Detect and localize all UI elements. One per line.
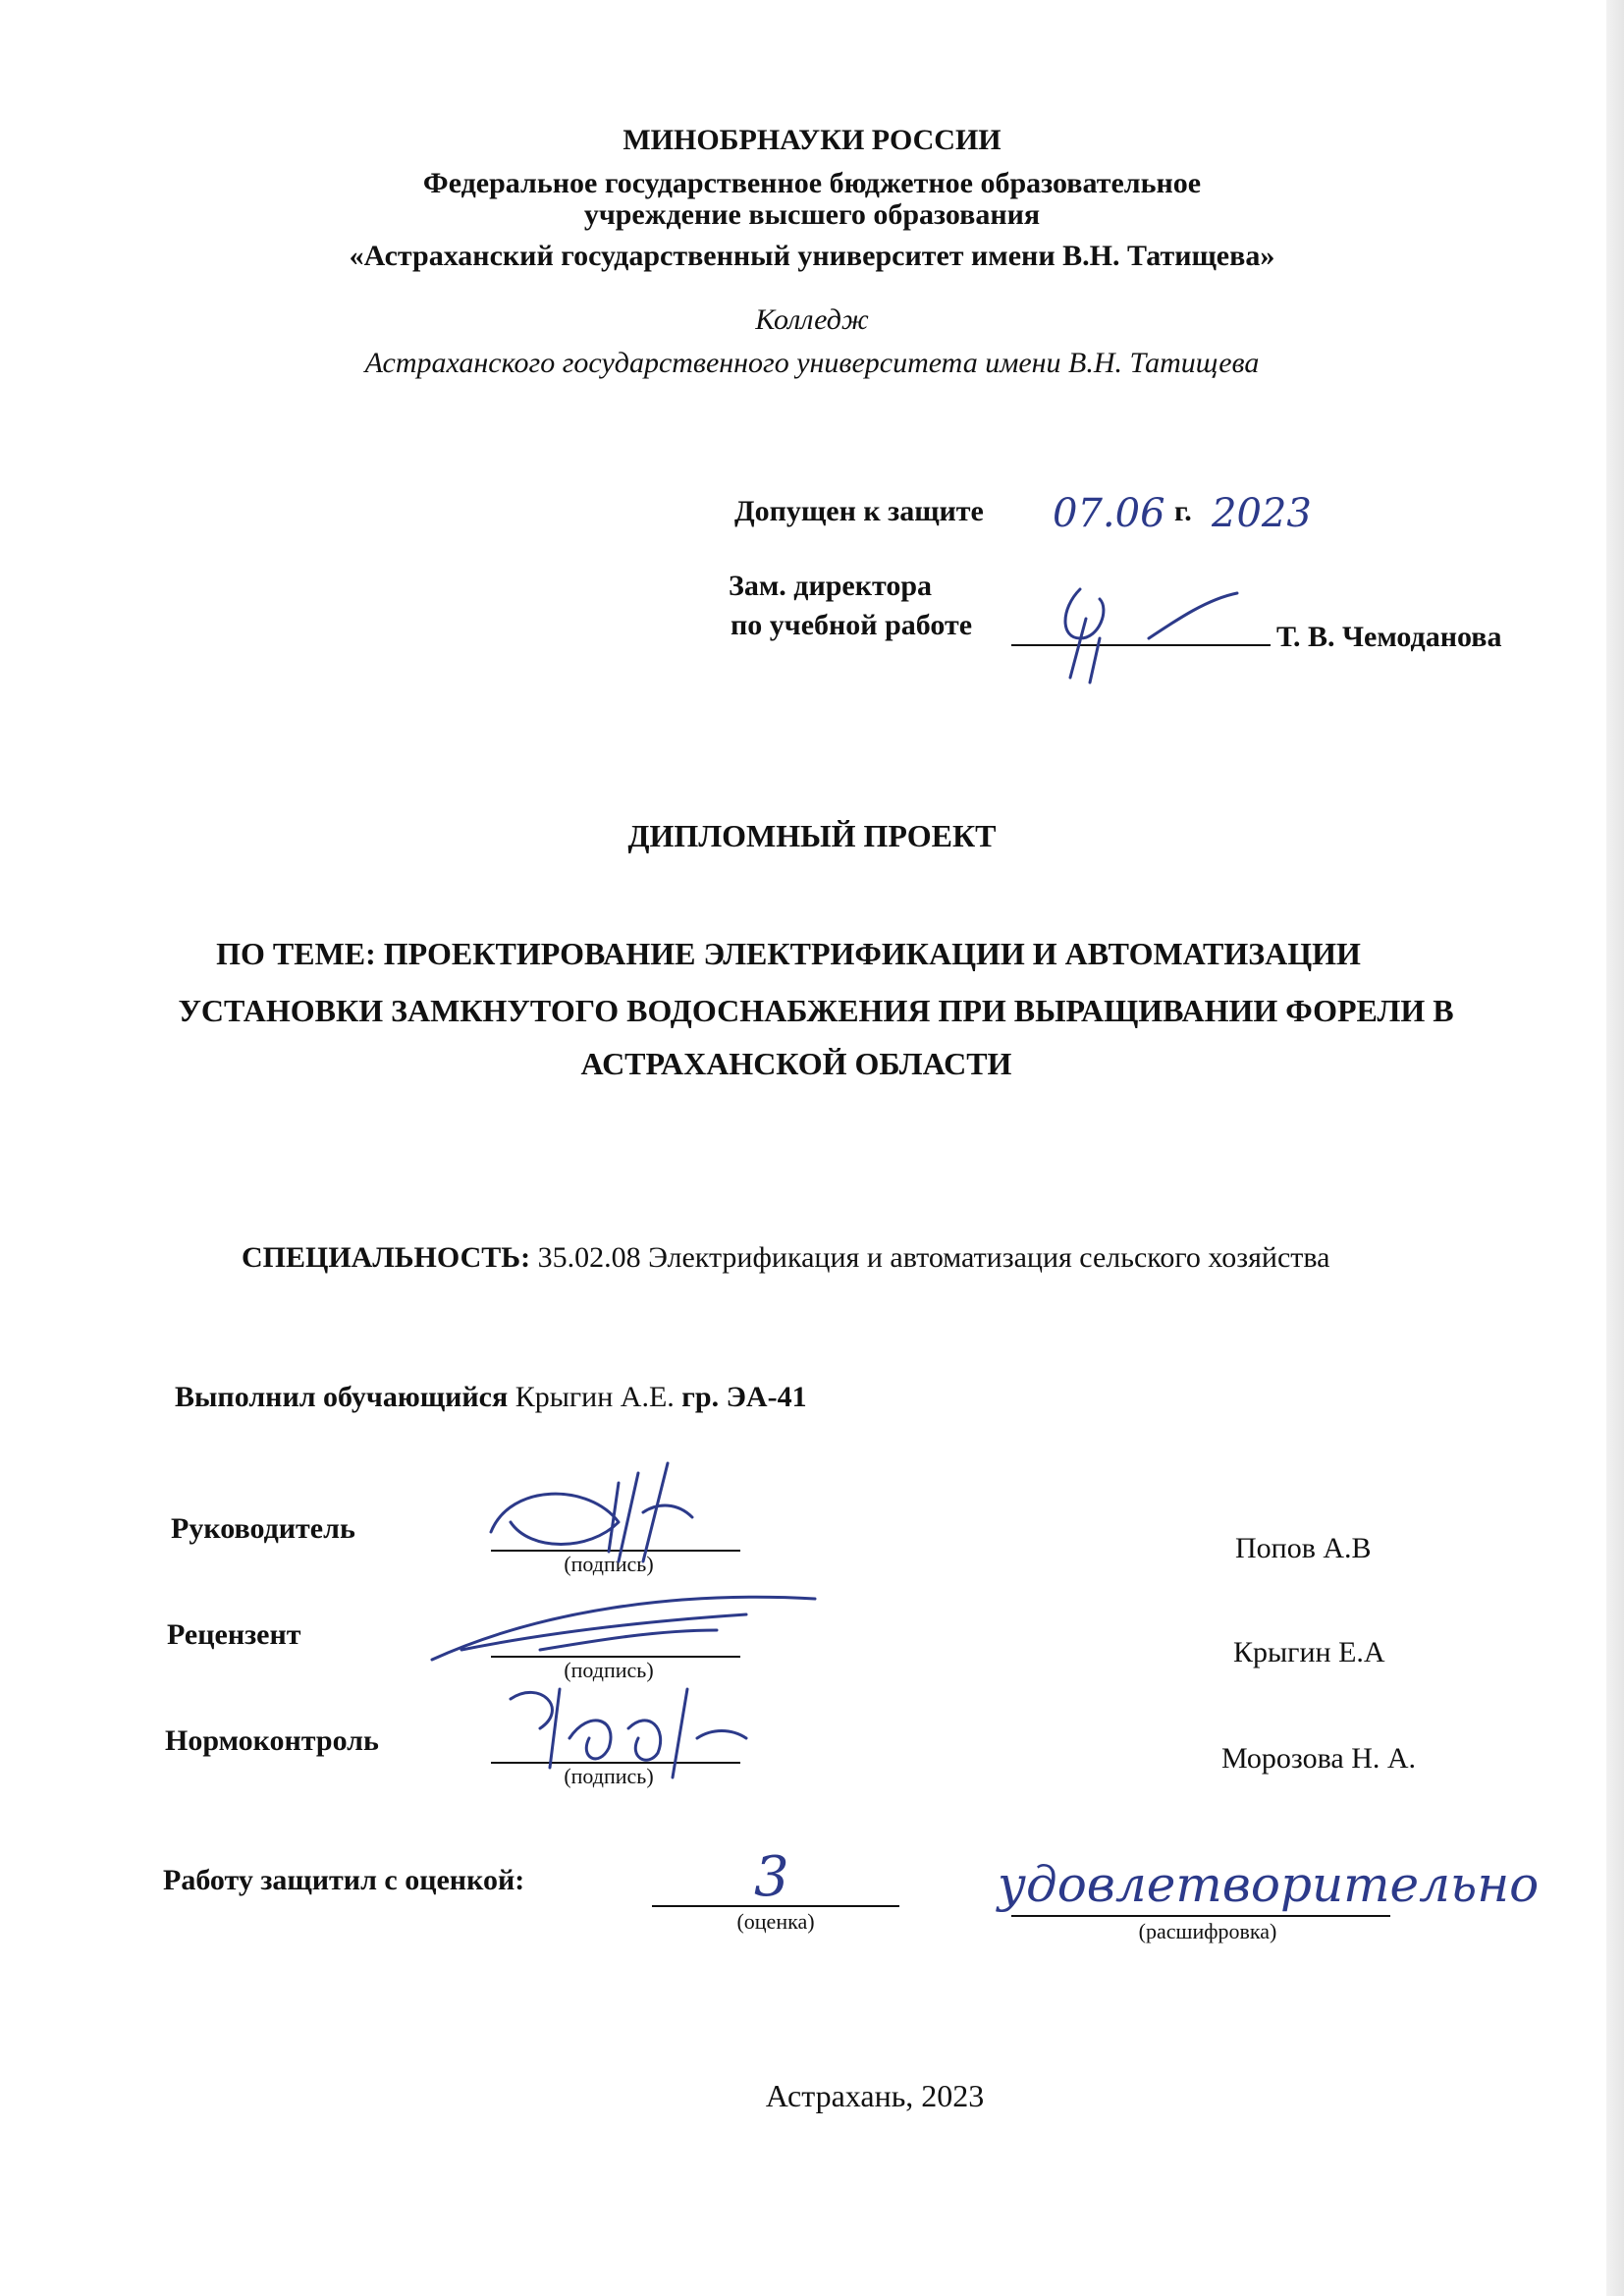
grade-handwritten: [746, 1836, 815, 1915]
reviewer-role: Рецензент: [167, 1618, 301, 1651]
author-name: Крыгин А.Е.: [514, 1381, 675, 1413]
specialty-label: СПЕЦИАЛЬНОСТЬ:: [242, 1241, 531, 1274]
topic-line-2: УСТАНОВКИ ЗАМКНУТОГО ВОДОСНАБЖЕНИЯ ПРИ ВЫРАЩИВАНИИ ФОРЕЛИ В: [178, 993, 1454, 1028]
normcontrol-name: Морозова Н. А.: [1221, 1742, 1417, 1775]
specialty-value: 35.02.08 Электрификация и автоматизация сельского хозяйства: [537, 1241, 1330, 1274]
reviewer-signature-caption: (подпись): [564, 1658, 654, 1682]
college-line-1: Колледж: [755, 303, 869, 336]
admitted-date-handwritten: [1049, 483, 1165, 538]
svg-text:07.06: 07.06: [1053, 491, 1165, 536]
normcontrol-signature-caption: (подпись): [564, 1764, 654, 1788]
year-handwritten: [1208, 483, 1316, 538]
admitted-label: Допущен к защите: [734, 495, 984, 527]
reviewer-signature: [422, 1581, 835, 1669]
grade-caption: (оценка): [736, 1909, 815, 1934]
year-label: г.: [1174, 495, 1192, 527]
university-name: «Астраханский государственный университет имени В.Н. Татищева»: [349, 240, 1275, 272]
supervisor-name: Попов А.В: [1235, 1532, 1372, 1564]
svg-text:удовлетворительно: удовлетворительно: [998, 1856, 1540, 1913]
institution-line-1: Федеральное государственное бюджетное образовательное: [422, 167, 1202, 199]
author-group: гр. ЭА-41: [681, 1381, 807, 1413]
svg-text:3: 3: [754, 1845, 789, 1909]
deputy-title-line-1: Зам. директора: [729, 570, 933, 602]
author-row: [175, 1381, 807, 1414]
supervisor-signature-caption: (подпись): [564, 1552, 654, 1576]
institution-line-2: учреждение высшего образования: [583, 198, 1041, 231]
specialty-row: [242, 1241, 1329, 1275]
grade-decoding-caption: (расшифровка): [1138, 1919, 1277, 1943]
deputy-signature: [1041, 579, 1257, 687]
normcontrol-role: Нормоконтроль: [165, 1724, 379, 1757]
doc-type-title: ДИПЛОМНЫЙ ПРОЕКТ: [627, 818, 997, 853]
deputy-name: Т. В. Чемоданова: [1276, 621, 1502, 653]
topic-line-3: АСТРАХАНСКОЙ ОБЛАСТИ: [580, 1046, 1012, 1081]
college-line-2: Астраханского государственного университета имени В.Н. Татищева: [364, 347, 1260, 379]
author-label: Выполнил обучающийся: [175, 1381, 509, 1413]
grade-label: Работу защитил с оценкой:: [163, 1864, 525, 1896]
normcontrol-signature: [501, 1669, 785, 1777]
supervisor-role: Руководитель: [171, 1512, 355, 1545]
svg-text:2023: 2023: [1212, 491, 1312, 536]
ministry-title: МИНОБРНАУКИ РОССИИ: [623, 124, 1001, 156]
scan-edge-shadow: [1606, 0, 1624, 2296]
supervisor-signature: [471, 1444, 727, 1581]
deputy-title-line-2: по учебной работе: [731, 609, 973, 641]
topic-line-1: ПО ТЕМЕ: ПРОЕКТИРОВАНИЕ ЭЛЕКТРИФИКАЦИИ И АВТОМАТИЗАЦИИ: [216, 936, 1361, 971]
reviewer-name: Крыгин Е.А: [1233, 1636, 1385, 1668]
city-year: Астрахань, 2023: [765, 2078, 985, 2113]
